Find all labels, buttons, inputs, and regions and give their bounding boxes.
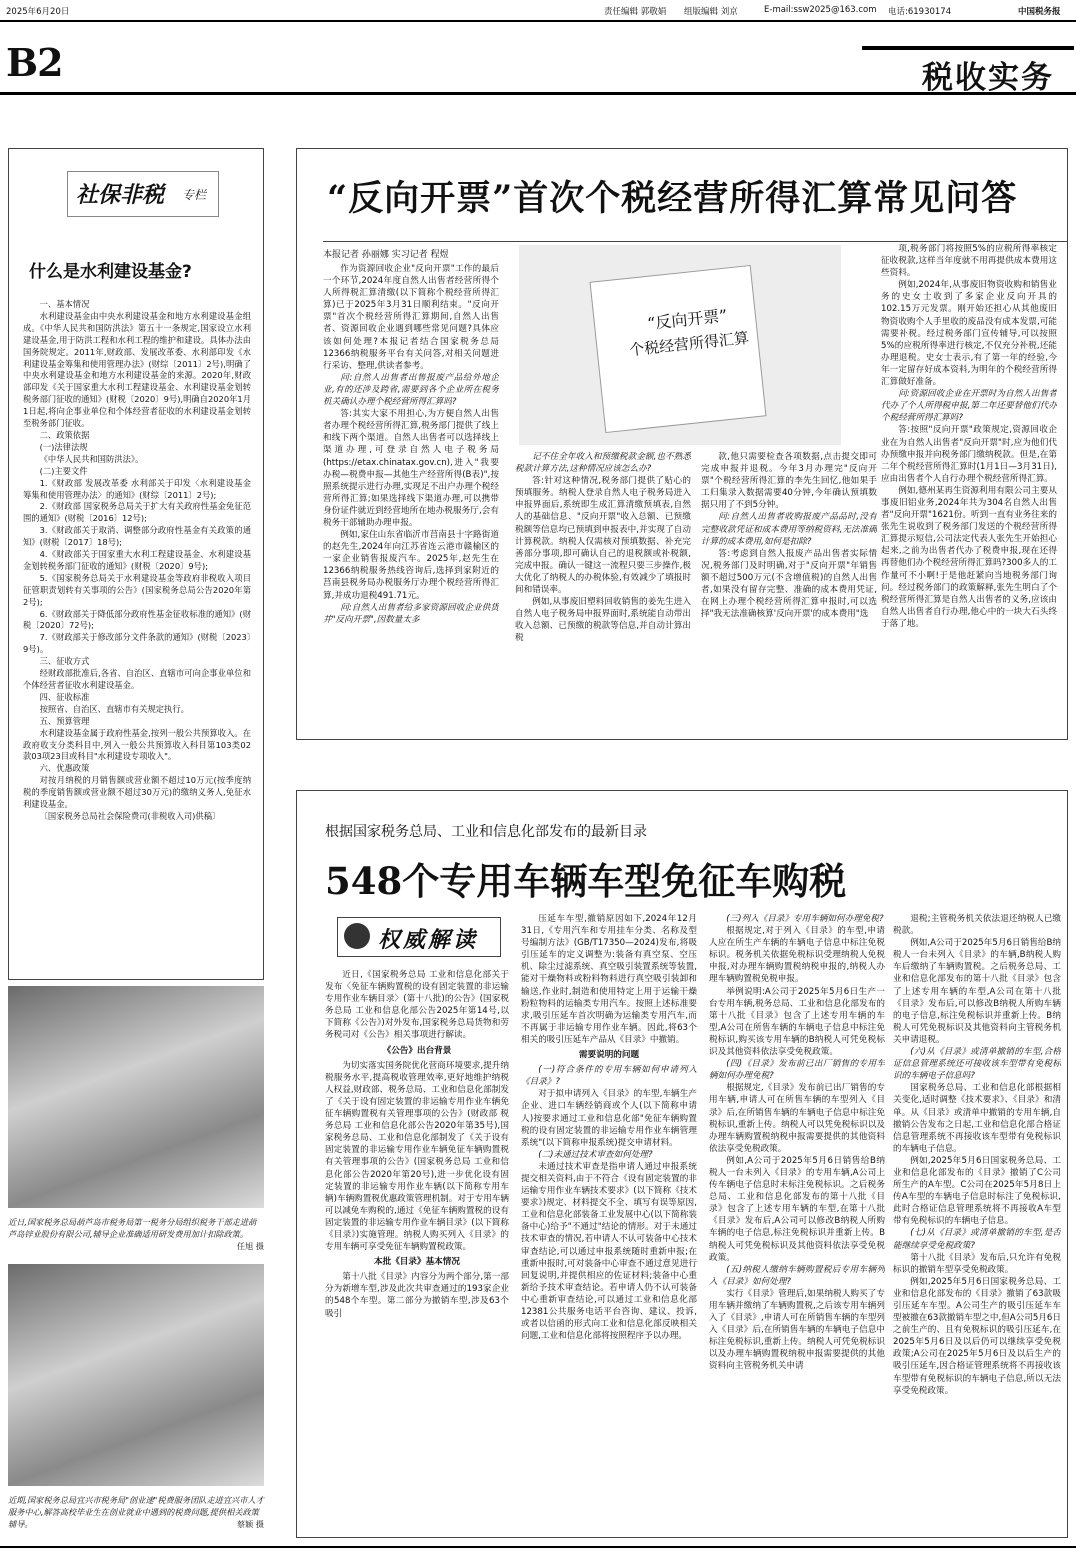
paragraph: 按照省、自治区、直辖市有关规定执行。 — [39, 703, 189, 714]
photo1-caption — [8, 1216, 264, 1252]
article2-col4 — [893, 913, 1061, 1531]
photo-tax-visit — [8, 986, 264, 1208]
paragraph: 7.《财政部关于修改部分文件条款的通知》(财税〔2023〕9号)。 — [23, 632, 251, 655]
paragraph: 本批《目录》基本情况 — [374, 1257, 460, 1268]
paragraph: 对于拟申请列入《目录》的车型,车辆生产企业、进口车辆经销商或个人(以下简称申请人)按要求通过工业和信息化部"免征车辆购置税的设有固定装置的非运输专用作业车辆管理系统"(以下简称申报系统)提交申请材料。 — [521, 1089, 697, 1148]
paragraph: (六)从《目录》或清单撤销的车型,合格证信息管理系统还可接收该车型带有免税标识的车辆电子信息吗? — [893, 1047, 1061, 1082]
column-name: 社保非税 — [76, 182, 165, 208]
contact-phone: 电话:61930174 — [888, 7, 952, 17]
paragraph: 答:考虑到自然人报废产品出售者实际情况,税务部门及时明确,对于"反向开票"年销售额不超过500万元(不含增值税)的自然人出售者,如果没有留存完整、准确的成本费用凭证,在网上办理个税经营所得汇算申报时,可以选择"我无法准确核算'反向开票'的成本费用"选 — [701, 548, 877, 620]
article2-title: 548个专用车辆车型免征车购税 — [325, 859, 847, 903]
article1-col2 — [515, 451, 691, 735]
article2-col3 — [709, 913, 885, 1531]
paragraph: (五)纳税人缴纳车辆购置税后专用车辆列入《目录》如何处理? — [709, 1264, 885, 1287]
paragraph: 经财政部批准后,各省、自治区、直辖市可向企事业单位和个体经营者征收水利建设基金。 — [23, 668, 251, 690]
column-logo — [67, 171, 219, 217]
paragraph: 项,税务部门将按照5%的应税所得率核定征收税款,这样当年度就不用再提供成本费用这些资料。 — [881, 244, 1057, 279]
article1-box — [296, 148, 1068, 740]
paragraph: 例如,A公司于2025年5月6日销售给B纳税人一台未列入《目录》的专用车辆,A公司上传车辆电子信息时未标注免税标识。之后税务总局、工业和信息化部发布的第十八批《目录》包含了上述专用车辆的车型,在第十八批《目录》发布后,A公司可以修改B纳税人所购车辆的电子信息,标注免税标识并重新上传。B纳税人可凭免税标识及其他资料依法享受免税政策。 — [709, 1155, 885, 1263]
paragraph: 5.《国家税务总局关于水利建设基金等政府非税收入项目征管职责划转有关事项的公告》(国家税务总局公告2020年第2号); — [23, 572, 251, 607]
paragraph: 一、基本情况 — [39, 299, 90, 309]
sidebar-title: 什么是水利建设基金? — [29, 262, 192, 282]
paragraph: 问:资源回收企业在开票时为自然人出售者代办了个人所得税申报,第二年还要替他们代办个税经营所得汇算吗? — [881, 389, 1057, 424]
article1-rule — [323, 241, 1067, 242]
article2-kicker: 根据国家税务总局、工业和信息化部发布的最新目录 — [325, 824, 647, 840]
photo2-credit: 蔡颖 摄 — [236, 1519, 264, 1529]
paragraph: (三)列入《目录》专用车辆如何办理免税? — [726, 914, 884, 924]
paragraph: (二)未通过技术审查如何处理? — [538, 1149, 653, 1160]
paragraph: 答:针对这种情况,税务部门提供了贴心的预填服务。纳税人登录自然人电子税务局进入申报界面后,系统即生成汇算清缴预填表,自然人的基础信息、"反向开票"收入总额、已预缴税额等信息均已预填到申报表中,并实现了自动计算税款。纳税人仅需核对预填数据、补充完善部分事项,即可确认自己的退税额或补税额,完成申报。确认一键这一流程只要三步操作,极大优化了纳税人的办税体验,有效减少了填报时间和错误率。 — [515, 476, 691, 596]
paragraph: 例如,德州某再生资源利用有限公司主要从事废旧铝业务,2024年共为304名自然人出售者"反向开票"1621份。听到一直有业务往来的张先生说收到了税务部门发送的个税经营所得汇算提示短信,公司法定代表人张先生开始担心起来,之前为出售者代办了税费申报,现在还得再替他们办个税经营所得汇算吗?300多人的工作量可不小啊!于是他赶紧向当地税务部门询问。经过税务部门的政策解释,张先生明白了个税经营所得汇算是自然人出售者的义务,应该由自然人出售者自行办理,他心中的一块大石头终于落了地。 — [881, 485, 1057, 629]
paragraph: 问:自然人出售者收购报废产品品时,没有完整收款凭证和成本费用等纳税资料,无法准确计算的成本费用,如何是扣除? — [701, 512, 877, 547]
photo1-caption-text: 近日,国家税务总局葫芦岛市税务局第一税务分局组织税务干部走进葫芦岛锌业股份有限公司,辅导企业准确适用研发费用加计扣除政策。 — [8, 1217, 257, 1239]
contact-email: E-mail:ssw2025@163.com — [764, 5, 877, 15]
article2-badge — [337, 917, 501, 957]
paragraph: 近日,《国家税务总局 工业和信息化部关于发布〈免征车辆购置税的设有固定装置的非运输专用作业车辆目录〉(第十八批)的公告》(国家税务总局 工业和信息化部公告2025年第14号,以下简称《公告》)对外发布,国家税务总局货物和劳务税司对《公告》相关事项进行解读。 — [325, 970, 509, 1041]
paragraph: 第十八批《目录》发布后,只允许有免税标识的撤销车型享受免税政策。 — [893, 1252, 1061, 1275]
paragraph: 《中华人民共和国防洪法》。 — [39, 453, 144, 464]
paragraph: (一)法律法规 — [39, 441, 88, 452]
paragraph: 五、预算管理 — [39, 715, 90, 726]
badge-emblem-icon — [344, 923, 370, 949]
article1-byline: 本报记者 孙丽娜 实习记者 程煜 — [323, 250, 449, 260]
art-line2: 个税经营所得汇算 — [628, 328, 750, 360]
paragraph: 1.《财政部 发展改革委 水利部关于印发〈水利建设基金筹集和使用管理办法〉的通知》(财综〔2011〕2号); — [23, 477, 251, 500]
article2-col1 — [325, 969, 509, 1531]
layout-credit: 组版编辑 刘京 — [684, 7, 738, 17]
paragraph: 6.《财政部关于降低部分政府性基金征收标准的通知》(财税〔2020〕72号); — [23, 608, 251, 631]
section-title: 税收实务 — [916, 52, 1060, 97]
paragraph: 问:自然人出售者给多家资源回收企业供货并"反向开票",因数量太多 — [323, 602, 499, 625]
article1-col4 — [881, 243, 1057, 735]
paragraph: 压延车车型,撤销原因如下,2024年12月31日,《专用汽车和专用挂车分类、名称及型号编制方法》(GB/T17350—2024)发布,将吸引压延车的定义调整为:装备有真空泵、空压机、除尘过滤系统、真空吸引装置系统等装置,能对干燥物料或粉料物料进行真空吸引装卸和输送,作业时,制造和使用特定上用于运输干燥粉粒物料的运输类专用汽车。按照上述标准要求,吸引压延车首次明确为运输类专用汽车,而不再属于非运输专用作业车辆。因此,将63个相关的吸引压延车产品从《目录》中撤销。 — [521, 914, 697, 1045]
article1-col3 — [701, 451, 877, 735]
paragraph: 实行《目录》管理后,如果纳税人购买了专用车辆并缴纳了车辆购置税,之后该专用车辆列入了《目录》,申请人可在所销售车辆的车型列入《目录》后,在所销售车辆的车辆电子信息中标注免税标识,重新上传。纳税人可凭免税标识以及办理车辆购置税纳税申报需要提供的其他资料向主管税务机关申请 — [709, 1288, 885, 1372]
paragraph: 作为资源回收企业"反向开票"工作的最后一个环节,2024年度自然人出售者经营所得个人所得税汇算清缴(以下简称个税经营所得汇算)已于2025年3月31日顺利结束。"反向开票"首次个税经营所得汇算期间,自然人出售者、资源回收企业遇到哪些常见问题?具体应该如何处理?本报记者结合国家税务总局12366纳税服务平台有关问答,对相关问题进行采访、整理,供读者参考。 — [323, 264, 499, 371]
paragraph: 对按月纳税的月销售额或营业额不超过10万元(按季度纳税的季度销售额或营业额不超过30万元)的缴纳义务人,免征水利建设基金。 — [23, 775, 251, 810]
paragraph: 水利建设基金属于政府性基金,按列一般公共预算收入。在政府收支分类科目中,列入一般公共预算收入科目第103类02款03项23目或科目"水利建设专项收入"。 — [23, 727, 251, 762]
article1-illustration — [519, 245, 841, 445]
paragraph: 举例说明:A公司于2025年5月6日生产一台专用车辆,税务总局、工业和信息化部发布的第十八批《目录》包含了上述专用车辆的车型,A公司在所售车辆的车辆电子信息中标注免税标识,购买该专用车辆的B纳税人可凭免税标识及其他资料依法享受免税政策。 — [709, 986, 885, 1058]
paragraph: 答:其实大家不用担心,为方便自然人出售者办理个税经营所得汇算,税务部门提供了线上和线下两个渠道。自然人出售者可以选择线上渠道办理,可登录自然人电子税务局(https://etax.chinatax.gov.cn),进入"我要办税—税费申报—其他生产经营所得(B表)",按照系统提示进行办理,实现足不出户办理个税经营所得汇算;如果选择线下渠道办理,可以携带身份证件就近到经营地所在地办税服务厅,会有税务干部辅助办理申报。 — [323, 409, 499, 528]
paragraph: 四、征收标准 — [39, 691, 90, 702]
photo2-caption — [8, 1494, 264, 1530]
paragraph: 《公告》出台背景 — [382, 1045, 452, 1056]
section-bar — [862, 46, 1074, 50]
paragraph: 例如,A公司于2025年5月6日销售给B纳税人一台未列入《目录》的车辆,B纳税人购车后缴纳了车辆购置税。之后税务总局、工业和信息化部发布的第十八批《目录》包含了上述专用车辆的车型,A公司在第十八批《目录》发布后,可以修改B纳税人所购车辆的电子信息,标注免税标识并重新上传。B纳税人可凭免税标识及其他资料向主管税务机关申请退税。 — [893, 938, 1061, 1045]
paragraph: 答:按照"反向开票"政策规定,资源回收企业在为自然人出售者"反向开票"时,应为他们代办预缴申报并向税务部门缴纳税款。但是,在第二年个税经营所得汇算时(1月1日—3月31日),应由出售者个人自行办理个税经营所得汇算。 — [881, 425, 1057, 484]
paragraph: 〔国家税务总局社会保险费司(非税收入司)供稿〕 — [39, 810, 221, 821]
paragraph: 根据规定,《目录》发布前已出厂销售的专用车辆,申请人可在所售车辆的车型列入《目录》后,在所销售车辆的车辆电子信息中标注免税标识,重新上传。纳税人可以凭免税标识以及办理车辆购置税纳税申报需要提供的其他资料依法享受免税政策。 — [709, 1083, 885, 1154]
paragraph: 第十八批《目录》内容分为两个部分,第一部分为新增车型,涉及此次共审查通过的193家企业的548个车型。第二部分为撤销车型,涉及63个吸引 — [325, 1272, 509, 1319]
paragraph: 为切实落实国务院优化营商环境要求,提升纳税服务水平,提高税收管理效率,更好地维护纳税人权益,财政部、税务总局、工业和信息化部制发了《关于设有固定装置的非运输专用作业车辆免征车辆购置税有关管理事项的公告》(财政部 税务总局 工业和信息化部公告2020年第35号),国家税务总局、工业和信息化部制发了《关于设有固定装置的非运输专用作业车辆免征车辆购置税有关管理事项的公告》(国家税务总局 工业和信息化部公告2020年第20号),进一步优化设有固定装置的非运输专用作业车辆(以下简称专用车辆)车辆购置税优惠政策管理机制。对于专用车辆可以减免车购税的,通过《免征车辆购置税的设有固定装置的非运输专用作业车辆目录》(以下简称《目录》)实施管理。纳税人购买列入《目录》的专用车辆可享受免征车辆购置税政策。 — [325, 1060, 509, 1253]
paragraph: 三、征收方式 — [39, 656, 90, 667]
paragraph: 国家税务总局、工业和信息化部根据相关变化,适时调整《技术要求》、《目录》和清单。从《目录》或清单中撤销的专用车辆,自撤销公告发布之日起,工业和信息化部合格证信息管理系统不再接收该车型带有免税标识的车辆电子信息。 — [893, 1083, 1061, 1154]
paragraph: 3.《财政部关于取消、调整部分政府性基金有关政策的通知》(财税〔2017〕18号); — [23, 525, 251, 548]
paragraph: 二、政策依据 — [39, 429, 90, 440]
paragraph: 2.《财政部 国家税务总局关于扩大有关政府性基金免征范围的通知》(财税〔2016〕12号); — [23, 501, 251, 524]
paragraph: 未通过技术审查是指申请人通过申报系统提交相关资料,由于不符合《设有固定装置的非运输专用作业车辆技术要求》(以下简称《技术要求》)规定、材料提交不全、填写有误等原因,工业和信息化部装备工业发展中心(以下简称装备中心)给予"不通过"结论的情形。对于未通过技术审查的情况,若申请人不认可装备中心技术审查结论,可以通过申报系统随时重新申报;在重新申报时,可对装备中心审查不通过意见进行回复说明,并提供相应的佐证材料;装备中心重新给予技术审查结论。若申请人仍不认可装备中心重新审查结论,可以通过工业和信息化部12381公共服务电话平台咨询、建议、投诉,或者以信函的形式向工业和信息化部反映相关问题,工业和信息化部将按照程序予以办理。 — [521, 1161, 697, 1342]
bottom-rule — [0, 1546, 1076, 1548]
article1-col1 — [323, 263, 499, 735]
paragraph: (四)《目录》发布前已出厂销售的专用车辆如何办理免税? — [709, 1059, 885, 1082]
article1-title: “反向开票”首次个税经营所得汇算常见问答 — [327, 178, 1018, 219]
issue-date: 2025年6月20日 — [6, 7, 70, 17]
sidebar-body — [23, 299, 251, 971]
paragraph: 款,他只需要检查各项数据,点击提交即可完成申报并退税。今年3月办理完"反向开票"个税经营所得汇算的李先生回忆,他如果手工归集录入数据需要40分钟,今年确认预填数据只用了不到5分钟。 — [701, 452, 877, 511]
section-banner — [862, 24, 1074, 96]
paragraph: 例如,2025年5月6日国家税务总局、工业和信息化部发布的《目录》撤销了C公司所生产的A车型。C公司在2025年5月8日上传A车型的车辆电子信息时标注了免税标识,此时合格证信息管理系统将不再接收A车型带有免税标识的车辆电子信息。 — [893, 1155, 1061, 1227]
editor-credit: 责任编辑 郭敬娟 — [604, 7, 667, 17]
paragraph: 记不住全年收入和预缴税款金额,也不熟悉税款计算方法,这种情况应该怎么办? — [515, 452, 691, 475]
paragraph: (二)主要文件 — [39, 465, 88, 476]
badge-text: 权威解读 — [378, 927, 479, 953]
paragraph: 例如,家住山东省临沂市莒南县十字路街道的赵先生,2024年向江苏省连云港市赣榆区的一家企业销售报废汽车。2025年,赵先生在12366纳税服务热线咨询后,选择到家附近的莒南县税务局办税服务厅办理个税经营所得汇算,并成功退税491.71元。 — [323, 530, 499, 601]
paragraph: (七)从《目录》或清单撤销的车型,是否能继续享受免税政策? — [893, 1228, 1061, 1251]
page-number: B2 — [6, 40, 63, 85]
masthead-strip — [0, 0, 1076, 22]
paragraph: 六、优惠政策 — [39, 763, 90, 774]
photo2-caption-text: 近期,国家税务总局宜兴市税务局"创业速"税费服务团队走进宜兴市人才服务中心,解答高校毕业生在创业就业中遇到的税费问题,提供相关政策辅导。 — [8, 1495, 264, 1529]
article2-box — [296, 790, 1068, 1538]
paragraph: 4.《财政部关于国家重大水利工程建设基金、水利建设基金划转税务部门征收的通知》(财税〔2020〕9号); — [23, 549, 251, 571]
paragraph: 例如,从事废旧塑料回收销售的姜先生进入自然人电子税务局申报界面时,系统能自动带出收入总额、已预缴的税款等信息,并自动计算出税 — [515, 597, 691, 644]
paragraph: 水利建设基金由中央水利建设基金和地方水利建设基金组成。《中华人民共和国防洪法》第五十一条规定,国家设立水利建设基金,用于防洪工程和水利工程的维护和建设。具体办法由国务院规定。2011年,财政部、发展改革委、水利部印发《水利建设基金筹集和使用管理办法》(财综〔2011〕2号),明确了中央水利建设基金和地方水利建设基金的来源。2020年,财政部印发《关于国家重大水利工程建设基金、水利建设基金划转税务部门征收的通知》(财税〔2020〕9号),明确自2020年1月1日起,将向企事业单位和个体经营者征收的水利建设基金划转至税务部门征收。 — [23, 310, 251, 429]
paragraph: 需要说明的问题 — [578, 1050, 640, 1061]
top-rule — [0, 92, 1076, 95]
photo-service-team — [8, 1264, 264, 1486]
paragraph: 例如,2025年5月6日国家税务总局、工业和信息化部发布的《目录》撤销了63款吸引压延车车型。A公司生产的吸引压延车车型被撤在63款撤销车型之中,但A公司5月6日之前生产的、且有免税标识的吸引压延车,在2025年5月6日及以后仍可以继续享受免税政策;A公司在2025年5月6日及以后生产的吸引压延车,因合格证管理系统将不再接收该车型带有免税标识的车辆电子信息,所以无法享受免税政策。 — [893, 1276, 1061, 1396]
paper-name: 中国税务报 — [1018, 7, 1061, 17]
column-sub: 专栏 — [182, 188, 207, 202]
paragraph: 问:自然人出售者出售报废产品给外地企业,有的还涉及跨省,需要到各个企业所在税务机关确认办理个税经营所得汇算吗? — [323, 372, 499, 408]
paragraph: 例如,2024年,从事废旧物资收购和销售业务的史女士收到了多家企业反向开具的102.15万元发票。刚开始还担心从其他废旧物资收购个人手里收的废品没有成本发票,可能需要补税。经过税务部门宣传辅导,可以按照5%的应税所得率进行核定,不仅充分补税,还能办理退税。史女士表示,有了第一年的经验,今年一定留存好成本资料,为明年的个税经营所得汇算做好准备。 — [881, 280, 1057, 388]
art-line1: “反向开票” — [646, 305, 729, 334]
paragraph: (一)符合条件的专用车辆如何申请列入《目录》? — [521, 1065, 697, 1088]
sidebar-box — [8, 148, 264, 980]
paragraph: 退税;主管税务机关依法退还纳税人已缴税款。 — [893, 914, 1061, 937]
photo1-credit: 任旭 摄 — [236, 1241, 264, 1251]
article2-col2 — [521, 913, 697, 1531]
paragraph: 根据规定,对于列入《目录》的车型,申请人应在所生产车辆的车辆电子信息中标注免税标识。税务机关依据免税标识受理纳税人免税申报,对办理车辆购置税纳税申报的,纳税人办理车辆购置税免税申报。 — [709, 926, 885, 985]
